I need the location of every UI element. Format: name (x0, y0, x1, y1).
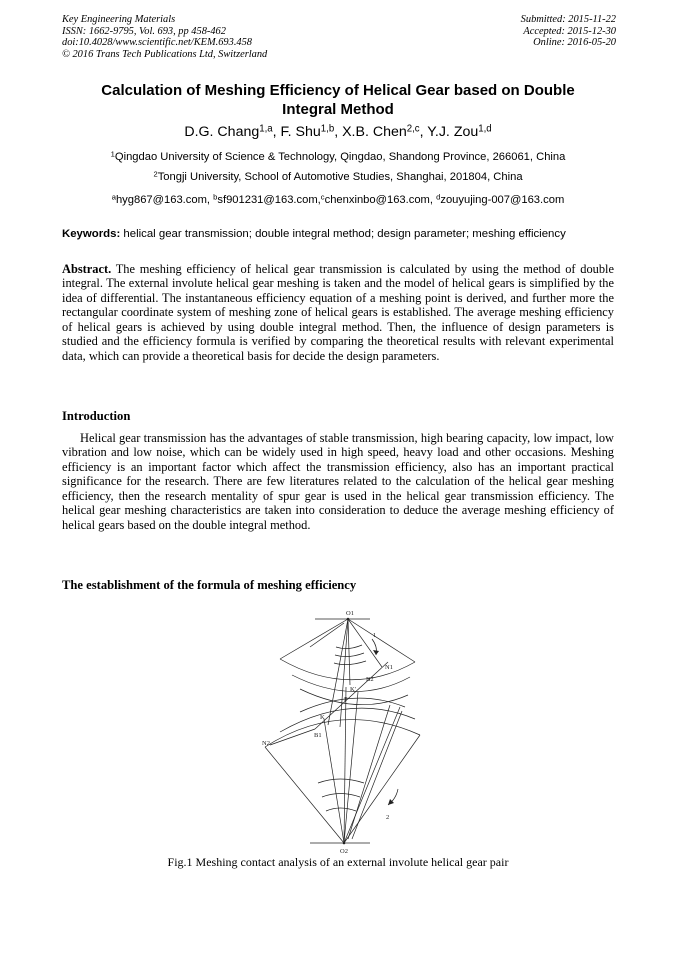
label-p: P (344, 696, 348, 703)
gear1-right-boundary (348, 619, 415, 662)
keywords-text: helical gear transmission; double integral method; design parameter; meshing efficiency (120, 228, 566, 240)
radius-dimension (310, 623, 344, 647)
radius-dimension (352, 711, 402, 839)
o2-angle-arc (318, 779, 364, 783)
email-sup: d (436, 192, 441, 202)
center-o2 (343, 842, 346, 845)
email-address[interactable]: sf901231@163.com, (217, 194, 321, 206)
author-separator: , (272, 124, 281, 140)
author-name: Y.J. Zou (427, 124, 479, 140)
line-of-action (315, 662, 388, 729)
gear1-arc-1 (280, 659, 415, 680)
o2-radial-line (324, 719, 344, 843)
author-name: X.B. Chen (342, 124, 407, 140)
email-address[interactable]: hyg867@163.com, (115, 194, 214, 206)
affiliation-2 (62, 170, 614, 184)
label-gear-2: 2 (386, 814, 390, 821)
gear-meshing-figure (240, 607, 440, 855)
gear2-arc-3 (300, 698, 405, 712)
email-sup: a (111, 192, 116, 202)
keywords-label: Keywords: (62, 228, 121, 240)
email-sup: c (320, 192, 325, 202)
affiliation-sup: 1 (110, 149, 115, 159)
abstract (62, 262, 614, 363)
label-n2: N2 (262, 740, 270, 747)
label-gear-1: 1 (373, 632, 377, 639)
o2-angle-arc (322, 794, 360, 798)
email-address[interactable]: chenxinbo@163.com, (324, 194, 437, 206)
label-kprime: K' (350, 686, 356, 693)
abstract-text: The meshing efficiency of helical gear transmission is calculated by using the method of double integral. The external involute helical gear meshing is taken and the model of helical gears is simplified by the idea of differential. The instantaneous efficiency equation of a meshing point is derived, and further more the rectangular coordinate system of meshing zone of helical gears is established. The average meshing efficiency of helical gears is achieved by using double integral method. Then, the influence of design parameters is studied and the efficiency formula is verified by comparing the theoretical results with relevant experimental data, which can provide a theoretical basis for decide the design parameters. (62, 262, 614, 363)
label-b2: B2 (366, 676, 374, 683)
gear2-left-boundary (265, 747, 344, 843)
accepted-date: Accepted: 2015-12-30 (523, 25, 616, 37)
title-line-1: Calculation of Meshing Efficiency of Helical Gear based on Double (101, 82, 575, 99)
affiliation-1 (62, 150, 614, 164)
gear1-left-boundary (280, 619, 348, 659)
journal-header (62, 14, 267, 60)
section-heading-formula: The establishment of the formula of meshing efficiency (62, 578, 357, 592)
journal-issn: ISSN: 1662-9795, Vol. 693, pp 458-462 (62, 25, 226, 37)
submitted-date: Submitted: 2015-11-22 (520, 14, 616, 25)
online-date: Online: 2016-05-20 (533, 37, 616, 49)
o1-angle-arc (334, 661, 366, 665)
arrow-head-1 (373, 650, 379, 655)
label-o1: O1 (346, 610, 354, 617)
journal-copyright: © 2016 Trans Tech Publications Ltd, Switzerland (62, 48, 268, 60)
affiliation-text: Qingdao University of Science & Technology, Qingdao, Shandong Province, 266061, China (114, 151, 566, 163)
o2-radial-line (344, 687, 346, 843)
author-list (62, 123, 614, 141)
label-n1: N1 (385, 664, 393, 671)
o2-angle-arc (326, 808, 356, 811)
o1-radial-line (340, 619, 348, 727)
n2-tangent-line (270, 729, 315, 745)
abstract-label: Abstract. (62, 262, 112, 276)
author-name: D.G. Chang (184, 124, 260, 140)
introduction-paragraph: Helical gear transmission has the advantages of stable transmission, high bearing capacity, low impact, low vibration and low noise, which can be widely used in high speed, heavy load and other occasions. Meshing efficiency is an important factor which affect the transmission efficiency, also has an important practical significance for the research. There are few literatures related to the calculation of the helical gear meshing efficiency, then the research mentality of spur gear is used in the helical gear transmission efficiency. The helical gear meshing characteristics are taken into consideration to deduce the average meshing efficiency of helical gears based on the double integral method. (62, 431, 614, 532)
label-k: K (320, 714, 325, 721)
email-address[interactable]: zouyujing-007@163.com (440, 194, 565, 206)
o1-radial-line (348, 619, 382, 667)
author-separator: , (419, 124, 428, 140)
center-o1 (347, 618, 350, 621)
author-affil-sup: 1,a (259, 123, 273, 135)
title-line-2: Integral Method (282, 101, 394, 118)
author-affil-sup: 2,c (406, 123, 420, 135)
o2-radial-line (344, 692, 358, 843)
author-separator: , (334, 124, 343, 140)
o1-radial-line (348, 619, 350, 685)
journal-doi: doi:10.4028/www.scientific.net/KEM.693.458 (62, 37, 252, 49)
radius-dimension (348, 705, 390, 839)
email-sup: b (213, 192, 218, 202)
email-line (62, 193, 614, 207)
dates-header (521, 14, 616, 49)
label-o2: O2 (340, 848, 348, 855)
label-b1: B1 (314, 732, 322, 739)
keywords (62, 227, 614, 241)
paper-title (62, 81, 614, 119)
affiliation-sup: 2 (153, 169, 158, 179)
author-affil-sup: 1,b (320, 123, 335, 135)
section-heading-introduction: Introduction (62, 409, 131, 423)
figure-caption: Fig.1 Meshing contact analysis of an external involute helical gear pair (167, 855, 509, 869)
o1-angle-arc (335, 653, 364, 657)
author-affil-sup: 1,d (478, 123, 492, 135)
journal-name: Key Engineering Materials (62, 14, 176, 25)
author-name: F. Shu (280, 124, 321, 140)
affiliation-text: Tongji University, School of Automotive Studies, Shanghai, 201804, China (157, 171, 523, 183)
